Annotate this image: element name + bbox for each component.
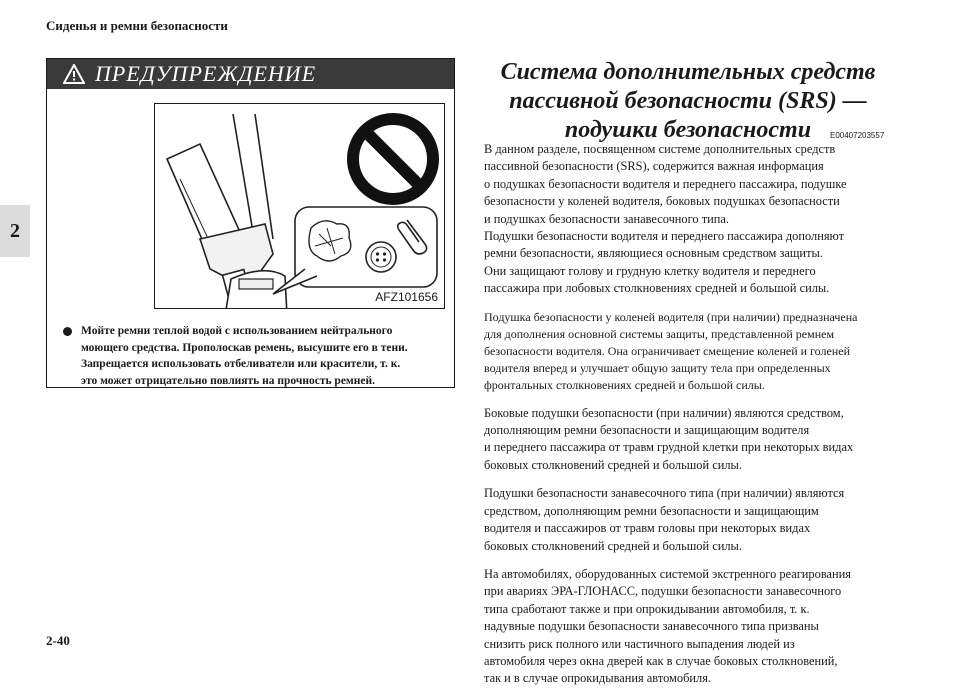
body-line: при авариях ЭРА-ГЛОНАСС, подушки безопасности занавесочного — [484, 584, 842, 599]
body-line: и переднего пассажира от травм грудной клетки при некоторых видах — [484, 440, 854, 455]
heading-line: Система дополнительных средств — [500, 59, 876, 85]
seatbelt-drawing — [155, 104, 445, 309]
warning-item — [63, 323, 438, 389]
body-line: безопасности водителя. Она ограничивает смещение коленей и голеней — [484, 343, 850, 358]
warning-triangle-icon — [63, 64, 85, 84]
seatbelt-illustration — [154, 103, 445, 309]
body-line: водителя и пассажиров от травм головы при некоторых видах — [484, 521, 811, 536]
body-line: Подушки безопасности занавесочного типа (при наличии) являются — [484, 486, 845, 501]
heading-line: пассивной безопасности (SRS) — — [509, 88, 867, 114]
paragraph-front-airbags — [484, 228, 894, 298]
paragraph-knee-airbag — [484, 309, 894, 394]
body-line: фронтальных столкновениях средней и большой силы. — [484, 377, 765, 392]
page-number: 2-40 — [46, 633, 70, 648]
body-line: Боковые подушки безопасности (при наличии) являются средством, — [484, 405, 844, 420]
warning-line: моющего средства. Прополоскав ремень, высушите его в тени. — [81, 341, 408, 354]
paragraph-side-airbags — [484, 405, 894, 475]
paragraph-intro — [484, 141, 894, 228]
body-line: автомобиля через окна дверей как в случае боковых столкновений, — [484, 653, 838, 668]
body-line: так и в случае опрокидывания автомобиля. — [484, 671, 712, 686]
section-header-title: Сиденья и ремни безопасности — [46, 18, 228, 33]
reference-code: E00407203557 — [830, 131, 885, 140]
warning-title: ПРЕДУПРЕЖДЕНИЕ — [95, 61, 317, 86]
body-line: ремни безопасности, являющиеся основным средством защиты. — [484, 246, 823, 261]
body-line: водителя вперед и улучшает общую защиту тела при определенных — [484, 360, 831, 375]
body-line: пассажира при лобовых столкновениях средней и большой силы. — [484, 281, 830, 296]
warning-line: Мойте ремни теплой водой с использованием нейтрального — [81, 325, 393, 337]
warning-box — [46, 58, 455, 388]
heading-line: подушки безопасности — [564, 117, 812, 143]
article-body — [484, 141, 894, 699]
body-line: На автомобилях, оборудованных системой экстренного реагирования — [484, 566, 851, 581]
body-line: и подушках безопасности занавесочного типа. — [484, 211, 729, 226]
warning-header — [47, 59, 454, 89]
body-line: боковых столкновений средней и большой силы. — [484, 538, 742, 553]
body-line: В данном разделе, посвященном системе дополнительных средств — [484, 142, 836, 156]
body-line: надувные подушки безопасности занавесочного типа призваны — [484, 619, 819, 634]
body-line: боковых столкновений средней и большой силы. — [484, 457, 742, 472]
warning-line: это может отрицательно повлиять на прочность ремней. — [81, 374, 375, 387]
body-line: пассивной безопасности (SRS), содержится важная информация — [484, 159, 824, 174]
body-line: для дополнения основной системы защиты, представленной ремнем — [484, 326, 835, 341]
warning-item-text — [81, 323, 408, 389]
body-line: Подушки безопасности водителя и переднего пассажира дополняют — [484, 229, 845, 244]
body-line: Подушка безопасности у коленей водителя (при наличии) предназначена — [484, 309, 858, 324]
body-line: средством, дополняющим ремни безопасности и защищающим — [484, 503, 819, 518]
paragraph-era-glonass — [484, 566, 894, 688]
section-tab: 2 — [0, 205, 30, 257]
body-line: безопасности у коленей водителя, боковых подушках безопасности — [484, 194, 840, 209]
illustration-code: AFZ101656 — [375, 290, 438, 304]
paragraph-curtain-airbags — [484, 485, 894, 555]
body-line: дополняющим ремни безопасности и защищающим водителя — [484, 423, 810, 438]
body-line: типа сработают также и при опрокидывании автомобиля, т. к. — [484, 601, 810, 616]
body-line: Они защищают голову и грудную клетку водителя и переднего — [484, 263, 816, 278]
warning-line: Запрещается использовать отбеливатели или красители, т. к. — [81, 358, 401, 370]
bullet-icon — [63, 327, 72, 336]
body-line: о подушках безопасности водителя и переднего пассажира, подушке — [484, 176, 847, 191]
body-line: снизить риск полного или частичного выпадения людей из — [484, 636, 795, 651]
